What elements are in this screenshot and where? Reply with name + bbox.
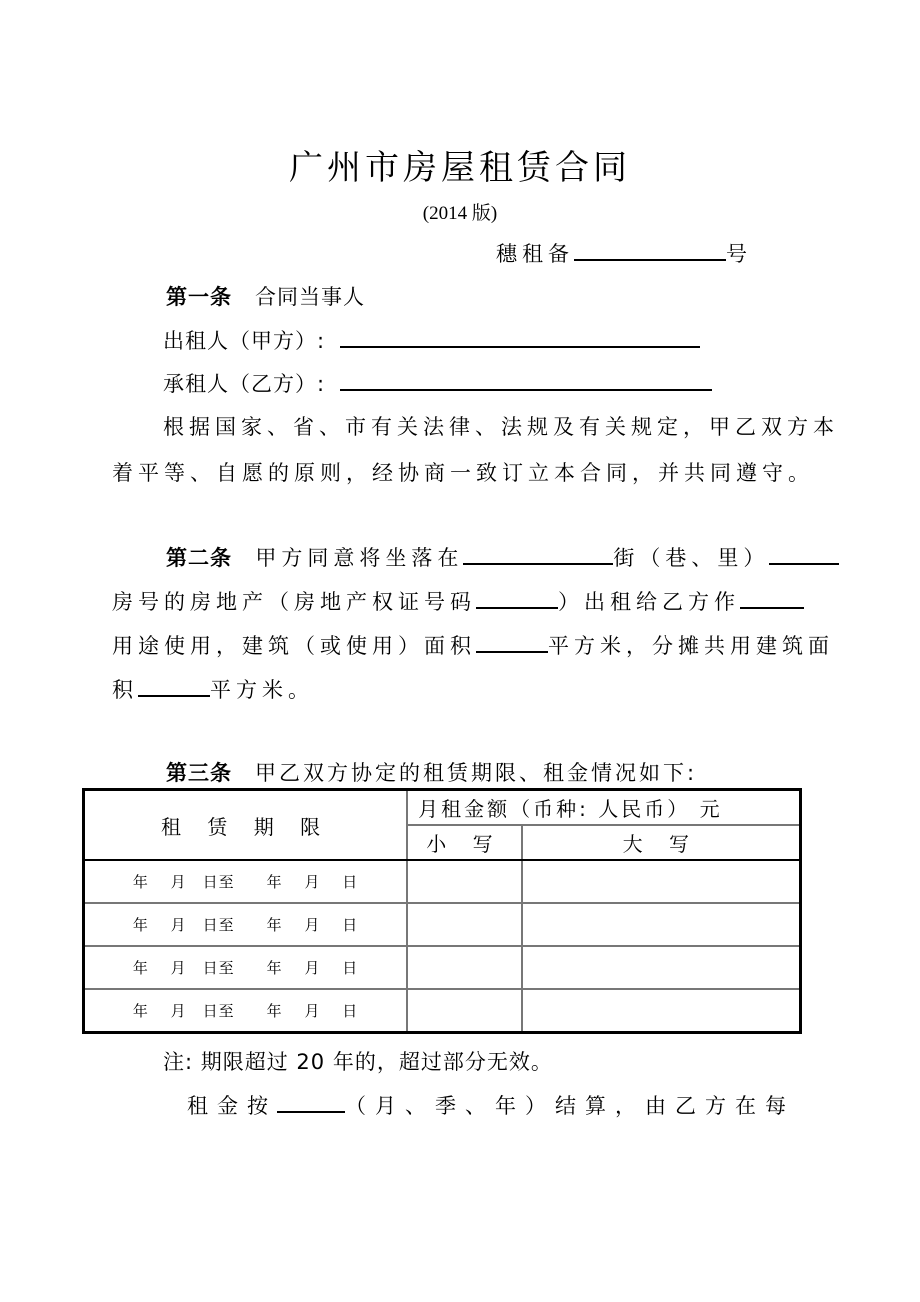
amount-words-cell[interactable] (522, 903, 801, 946)
article-2-text-e: 用途使用，建筑（或使用）面积 (112, 634, 476, 658)
article-1-title: 合同当事人 (255, 285, 366, 309)
article-2-text-a: 甲方同意将坐落在 (255, 546, 464, 570)
article-2-text-c: 房号的房地产（房地产权证号码 (112, 590, 476, 614)
settlement-text-b: （月、季、年）结算，由乙方在每 (345, 1094, 795, 1118)
article-1-paragraph-line-2: 着平等、自愿的原则，经协商一致订立本合同，并共同遵守。 (112, 461, 814, 485)
period-cell: 年 月 日至 年 月 日 (84, 860, 408, 903)
amount-words-cell[interactable] (522, 946, 801, 989)
header-monthly-rent: 月租金额（币种: 人民币） 元 (407, 790, 800, 826)
street-number-blank[interactable] (769, 562, 839, 565)
article-3-title: 甲乙双方协定的租赁期限、租金情况如下: (255, 761, 698, 785)
article-2-line-3 (112, 630, 834, 660)
amount-words-cell[interactable] (522, 989, 801, 1033)
amount-figures-cell[interactable] (407, 989, 522, 1033)
document-title: 广州市房屋租赁合同 (289, 148, 631, 188)
amount-figures-cell[interactable] (407, 946, 522, 989)
article-2-text-g: 积 (112, 678, 138, 702)
article-3-number: 第三条 (166, 761, 232, 785)
article-2-text-f: 平方米，分摊共用建筑面 (548, 634, 834, 658)
term-note: 注: 期限超过 20 年的，超过部分无效。 (163, 1050, 553, 1074)
settlement-text-a: 租金按 (187, 1094, 277, 1118)
location-blank[interactable] (463, 562, 613, 565)
rent-schedule-table (82, 788, 802, 1034)
amount-figures-cell[interactable] (407, 903, 522, 946)
table-row (84, 903, 801, 946)
article-2-line-1 (166, 542, 839, 572)
article-1-number: 第一条 (166, 285, 232, 309)
record-number-blank[interactable] (574, 258, 726, 261)
table-row (84, 946, 801, 989)
article-2-line-2 (112, 586, 804, 616)
article-1-paragraph-line-1: 根据国家、省、市有关法律、法规及有关规定，甲乙双方本 (163, 415, 839, 439)
article-2-text-d: ）出租给乙方作 (558, 590, 740, 614)
article-2-text-h: 平方米。 (210, 678, 314, 702)
lessee-label: 承租人（乙方）: (163, 372, 326, 396)
period-cell: 年 月 日至 年 月 日 (84, 946, 408, 989)
header-amount-figures: 小 写 (407, 825, 522, 860)
settlement-period-blank[interactable] (277, 1110, 345, 1113)
lessor-label: 出租人（甲方）: (163, 329, 326, 353)
amount-figures-cell[interactable] (407, 860, 522, 903)
usage-blank[interactable] (740, 606, 804, 609)
table-row (84, 860, 801, 903)
article-3-heading (166, 757, 697, 787)
lessee-line (163, 368, 712, 398)
table-row (84, 989, 801, 1033)
period-cell: 年 月 日至 年 月 日 (84, 903, 408, 946)
lessee-blank[interactable] (340, 388, 712, 391)
article-2-text-b: 街（巷、里） (613, 546, 770, 570)
lessor-line (163, 325, 700, 355)
lessor-blank[interactable] (340, 345, 700, 348)
table-header-row (84, 790, 801, 826)
record-number-prefix: 穗租备 (496, 242, 574, 266)
settlement-line (187, 1090, 795, 1120)
certificate-number-blank[interactable] (476, 606, 558, 609)
header-amount-words: 大 写 (522, 825, 801, 860)
record-number-suffix: 号 (726, 242, 752, 266)
document-edition: (2014 版) (422, 203, 498, 224)
shared-area-blank[interactable] (138, 694, 210, 697)
article-2-number: 第二条 (166, 546, 232, 570)
amount-words-cell[interactable] (522, 860, 801, 903)
record-number-line (496, 238, 752, 268)
article-2-line-4 (112, 674, 314, 704)
floor-area-blank[interactable] (476, 650, 548, 653)
period-cell: 年 月 日至 年 月 日 (84, 989, 408, 1033)
article-1-heading (166, 281, 365, 311)
header-rental-period: 租 赁 期 限 (84, 790, 408, 861)
